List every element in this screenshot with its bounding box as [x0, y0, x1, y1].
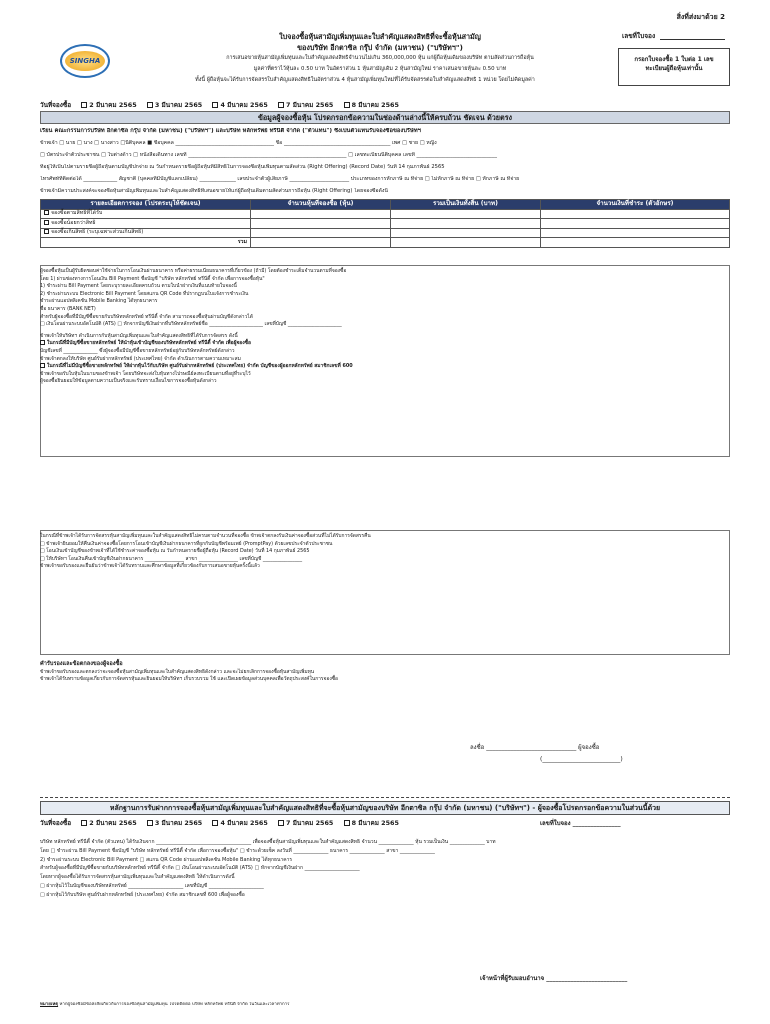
slip-line-7[interactable]: □ ฝากหุ้นไว้กับบริษัท ศูนย์รับฝากหลักทรัพย์ (ประเทศไทย) จำกัด สมาชิกเลขที่ 600 เพื่อผู้จองซื้อ [40, 891, 245, 898]
declaration-2[interactable]: □ ข้าพเจ้ายินยอมให้คืนเงินค่าจองซื้อโดยการโอนเข้าบัญชีเงินฝากธนาคารที่ผูกกับบัญชีพร้อมเพย์ (PromptPay) ด้วยเลขประจำตัวประชาชน [40, 540, 333, 547]
table-row[interactable] [41, 209, 730, 219]
payment-ats-line[interactable]: □ เงินโอนผ่านระบบอัตโนมัติ (ATS) □ หักจากบัญชีเงินฝากที่บริษัทหลักทรัพย์ชื่อ ______________________ เลขที่บัญชี ______________________ [40, 321, 342, 328]
slip-date-checkbox-3[interactable] [212, 820, 218, 826]
signer-role: ผู้จองซื้อ [578, 744, 600, 751]
footnote-label: หมายเหตุ [40, 1002, 59, 1007]
logo-text: SINGHA [69, 56, 101, 65]
row-checkbox[interactable] [44, 210, 49, 215]
signature-field[interactable]: ______________________________ [486, 744, 577, 751]
date-option-1: 2 มีนาคม 2565 [89, 101, 137, 109]
amount-text-cell[interactable] [541, 209, 730, 219]
shares-cell[interactable] [251, 209, 391, 219]
payment-cheque-line: สำหรับผู้จองซื้อที่มีบัญชีซื้อขายกับบริษัทหลักทรัพย์ ทรีนีตี้ จำกัด สามารถจองซื้อหุ้นผ่านบัญชีดังกล่าวได้ [40, 313, 253, 320]
payment-bank-box: ชื่อ ธนาคาร (BANK NET) [40, 305, 96, 312]
info-box [618, 48, 730, 86]
slip-serial[interactable]: เลขที่ใบจอง ________________ [540, 820, 621, 827]
slip-date-checkbox-5[interactable] [344, 820, 350, 826]
row-checkbox[interactable] [44, 220, 49, 225]
row-label: จองซื้อเกินสิทธิ (ระบุเฉพาะส่วนเกินสิทธิ) [51, 229, 144, 236]
id-line[interactable]: □ บัตรประจำตัวประชาชน □ ใบต่างด้าว □ หนังสือเดินทาง เลขที่ _____________________________________________________________ □ เลขทะเบียนนิติบุคคล เลขที่ _______________________________ [40, 152, 497, 158]
subscription-table [40, 199, 730, 248]
delivery-option-2c: ผู้จองซื้อยินยอมให้ข้อมูลตามความเป็นจริงและรับทราบเงื่อนไขการจองซื้อหุ้นดังกล่าว [40, 378, 217, 385]
date-checkbox-3[interactable] [212, 102, 218, 108]
payment-method-1: 1) ชำระผ่าน Bill Payment โดยระบุรายละเอียดครบถ้วน ตามใบนำฝากเงินที่แนบท้ายใบจองนี้ [40, 283, 237, 290]
table-header-row [41, 200, 730, 210]
date-option-2: 3 มีนาคม 2565 [154, 101, 203, 109]
row-label: จองซื้อน้อยกว่าสิทธิ [51, 219, 96, 226]
slip-line-4[interactable]: สำหรับผู้จองซื้อที่มีบัญชีซื้อขายกับบริษัทหลักทรัพย์ ทรีนีตี้ จำกัด □ เงินโอนผ่านระบบอัตโนมัติ (ATS) □ หักจากบัญชีเงินฝาก ______________________ [40, 865, 360, 872]
slip-date-5: 8 มีนาคม 2565 [351, 819, 399, 827]
disclosure-title: คำรับรองและข้อตกลงของผู้จองซื้อ [40, 661, 123, 667]
amount-cell[interactable] [391, 209, 541, 219]
slip-line-3[interactable]: 2) ชำระผ่านระบบ Electronic Bill Payment □ สแกน QR Code ผ่านแอปพลิเคชัน Mobile Banking ได้ทุกธนาคาร [40, 856, 293, 863]
amount-text-cell[interactable] [541, 219, 730, 229]
record-date-line: ที่อยู่ให้เป็นไปตามรายชื่อผู้ถือหุ้นตามบัญชีปกจ่าย ณ วันกำหนดรายชื่อผู้ถือหุ้นที่มีสิทธิในการจองซื้อหุ้นเพิ่มทุนตามสัดส่วน (Right Offering) (Record Date) วันที่ 14 กุมภาพันธ์ 2565 [40, 164, 445, 170]
amount-text-cell[interactable] [541, 228, 730, 238]
slip-date-1: 2 มีนาคม 2565 [89, 819, 137, 827]
disclosure-item-2: ข้าพเจ้าได้รับทราบข้อมูลเกี่ยวกับการจัดสรรหุ้นและยินยอมให้บริษัทฯ เก็บรวบรวม ใช้ และเปิดเผยข้อมูลส่วนบุคคลเพื่อวัตถุประสงค์ในการจองซื้อ [40, 676, 338, 683]
form-subtitle: ของบริษัท อีกตาซิล กรุ๊ป จำกัด (มหาชน) ("บริษัทฯ") [297, 43, 463, 52]
company-logo [60, 44, 110, 78]
info-box-line2: ทะเบียนผู้ถือหุ้นเท่านั้น [645, 65, 703, 72]
contact-line[interactable]: โทรศัพท์ที่ติดต่อได้ _____________ สัญชาติ (บุคคลที่มีบัญชีแลกเปลี่ยน) ______________ เลขประจำตัวผู้เสียภาษี _______________________ ประเภทของการหักภาษี ณ ที่จ่าย □ ไม่หักภาษี ณ ที่จ่าย □ หักภาษี ณ ที่จ่าย [40, 176, 520, 182]
signature-label: ลงชื่อ [470, 744, 485, 751]
date-checkbox-4[interactable] [278, 102, 284, 108]
declarations-section [40, 533, 730, 571]
amount-cell[interactable] [391, 219, 541, 229]
offer-desc-3: ทั้งนี้ ผู้ถือหุ้นจะได้รับการจัดสรรใบสำคัญแสดงสิทธิในอัตราส่วน 4 หุ้นสามัญเพิ่มทุนใหม่ที่ได้รับจัดสรรต่อใบสำคัญแสดงสิทธิ 1 หน่วย โดยไม่คิดมูลค่า [195, 77, 535, 83]
table-total-row [41, 238, 730, 248]
declaration-1: ในกรณีที่ข้าพเจ้าได้รับการจัดสรรหุ้นสามัญเพิ่มทุนและใบสำคัญแสดงสิทธิไม่ครบตามจำนวนที่จองซื้อ ข้าพเจ้าตกลงรับเงินค่าจองซื้อส่วนที่ไม่ได้รับการจัดสรรคืน [40, 533, 371, 539]
delivery-option-1c: ข้าพเจ้าตกลงให้บริษัท ศูนย์รับฝากหลักทรัพย์ (ประเทศไทย) จำกัด ดำเนินการตามความเหมาะสม [40, 355, 241, 362]
serial-label: เลขที่ใบจอง [622, 32, 656, 40]
slip-heading: หลักฐานการรับฝากการจองซื้อหุ้นสามัญเพิ่มทุนและใบสำคัญแสดงสิทธิที่จะซื้อหุ้นสามัญของบริษัท อีกตาซิล กรุ๊ป จำกัด (มหาชน) ("บริษัทฯ") - ผู้จองซื้อโปรดกรอกข้อความในส่วนนี้ด้วย [40, 801, 730, 815]
total-label: รวม [41, 238, 251, 248]
slip-date-checkbox-1[interactable] [81, 820, 87, 826]
disclosure-section [40, 660, 730, 684]
table-row[interactable] [41, 228, 730, 238]
addressee-line: เรียน คณะกรรมการบริษัท อีกตาซิล กรุ๊ป จำกัด (มหาชน) ("บริษัทฯ") และบริษัท หลักทรัพย์ ทรีนีตี้ จำกัด ("ตัวแทน") ซึ่งเป็นตัวแทนรับจองซื้อของบริษัทฯ [40, 128, 421, 134]
slip-date-4: 7 มีนาคม 2565 [286, 819, 334, 827]
slip-line-1[interactable]: บริษัท หลักทรัพย์ ทรีนีตี้ จำกัด (ตัวแทน) ได้รับเงินจาก ______________________________________ เพื่อจองซื้อหุ้นสามัญเพิ่มทุนและใบสำคัญแสดงสิทธิ จำนวน ______________ หุ้น รวมเป็นเงิน ______________ บาท [40, 839, 496, 845]
subscription-dates [40, 101, 399, 109]
declaration-5: ข้าพเจ้าขอรับรองและยืนยันว่าข้าพเจ้าได้รับทราบและศึกษาข้อมูลที่เกี่ยวข้องกับการเสนอขายหุ้นครั้งนี้แล้ว [40, 563, 260, 570]
col-amount-text: จำนวนเงินที่ชำระ (ตัวอักษร) [541, 200, 730, 210]
delivery-option-1: ในกรณีที่มีบัญชีซื้อขายหลักทรัพย์ ให้นำหุ้นเข้าบัญชีของบริษัทหลักทรัพย์ ทรีนีตี้ จำกัด เพื่อผู้จองซื้อ [47, 340, 251, 347]
slip-dates-label: วันที่จองซื้อ [40, 819, 72, 827]
delivery-option-1b[interactable]: บัญชีเลขที่ ______________ ซึ่งผู้จองซื้อมีบัญชีซื้อขายหลักทรัพย์อยู่กับบริษัทหลักทรัพย์ดังกล่าว [40, 347, 235, 354]
delivery-option-2b: ข้าพเจ้าขอรับใบหุ้นในนามของข้าพเจ้า โดยบริษัทจะส่งใบหุ้นทางไปรษณีย์ลงทะเบียนตามที่อยู่ที่ระบุไว้ [40, 370, 251, 377]
amount-cell[interactable] [391, 228, 541, 238]
payment-method-3: ชำระผ่านแอปพลิเคชัน Mobile Banking ได้ทุกธนาคาร [40, 298, 158, 305]
slip-date-2: 3 มีนาคม 2565 [154, 819, 203, 827]
delivery-checkbox-2[interactable] [40, 363, 45, 368]
payment-bank-line: โดย 1) ผ่านช่องทางการโอนเงิน Bill Payment ชื่อบัญชี "บริษัท หลักทรัพย์ ทรีนีตี้ จำกัด เพื่อการจองซื้อหุ้น" [40, 275, 265, 282]
enclosure-label: สิ่งที่ส่งมาด้วย 2 [676, 13, 725, 21]
slip-date-checkbox-2[interactable] [147, 820, 153, 826]
declaration-4[interactable]: □ ให้บริษัทฯ โอนเงินคืนเข้าบัญชีเงินฝากธนาคาร ________________ สาขา ________________ เลขที่บัญชี ________________ [40, 555, 303, 562]
table-row[interactable] [41, 219, 730, 229]
receiver-block [480, 975, 627, 983]
slip-line-5: โดยหากผู้จองซื้อได้รับการจัดสรรหุ้นสามัญเพิ่มทุนและใบสำคัญแสดงสิทธิ ให้ดำเนินการดังนี้ [40, 874, 235, 880]
date-option-4: 7 มีนาคม 2565 [286, 101, 334, 109]
total-amount[interactable] [391, 238, 541, 248]
shares-cell[interactable] [251, 228, 391, 238]
col-shares: จำนวนหุ้นที่จองซื้อ (หุ้น) [251, 200, 391, 210]
disclosure-item-1: ข้าพเจ้าขอรับรองและตกลงว่าจะจองซื้อหุ้นสามัญเพิ่มทุนและใบสำคัญแสดงสิทธิดังกล่าว และจะไม่ยกเลิกการจองซื้อหุ้นสามัญเพิ่มทุน [40, 668, 315, 675]
total-amount-text[interactable] [541, 238, 730, 248]
slip-dates [40, 819, 399, 827]
slip-line-6[interactable]: □ ฝากหุ้นไว้ในบัญชีของบริษัทหลักทรัพย์ ______________________ เลขที่บัญชี ______________________ [40, 882, 264, 889]
name-line[interactable]: ข้าพเจ้า □ นาย □ นาง □ นางสาว □นิติบุคคล ■ ชื่อบุคคล ______________________________________ ชื่อ _________________________________________ เพศ □ ชาย □ หญิง [40, 140, 437, 146]
delivery-checkbox-1[interactable] [40, 340, 45, 345]
receiver-signature-field[interactable]: ___________________________ [546, 975, 628, 982]
offer-desc-2: มูลค่าที่ตราไว้หุ้นละ 0.50 บาท ในอัตราส่วน 1 หุ้นสามัญเดิม 2 หุ้นสามัญใหม่ ราคาเสนอขายหุ้นละ 0.50 บาท [253, 66, 507, 72]
subscription-intent-line: ข้าพเจ้ามีความประสงค์จะจองซื้อหุ้นสามัญเพิ่มทุนและใบสำคัญแสดงสิทธิที่เสนอขายให้แก่ผู้ถือหุ้นเดิมตามสัดส่วนการถือหุ้น (Right Offering) โดยจองซื้อดังนี้ [40, 188, 388, 194]
date-option-5: 8 มีนาคม 2565 [351, 101, 399, 109]
payment-method-2: 2) ชำระผ่านระบบ Electronic Bill Payment โดยสแกน QR Code ที่ปรากฏบนใบแจ้งการชำระเงิน [40, 290, 249, 297]
col-details: รายละเอียดการจอง (โปรดระบุให้ชัดเจน) [41, 200, 251, 210]
subscriber-section-heading: ข้อมูลผู้จองซื้อหุ้น โปรดกรอกข้อความในช่องด้านล่างนี้ให้ครบถ้วน ชัดเจน ด้วยตรง [40, 111, 730, 124]
slip-line-2[interactable]: โดย □ ชำระผ่าน Bill Payment ชื่อบัญชี "บริษัท หลักทรัพย์ ทรีนีตี้ จำกัด เพื่อการจองซื้อหุ้น" □ ชำระด้วยเช็ค ลงวันที่ ______________ ธนาคาร ______________ สาขา ______________ [40, 847, 435, 854]
row-label: จองซื้อตามสิทธิที่ได้รับ [51, 210, 103, 217]
cut-line [40, 797, 730, 798]
serial-field[interactable] [660, 39, 725, 40]
shares-cell[interactable] [251, 219, 391, 229]
payment-section [40, 268, 730, 386]
footnote [40, 1002, 730, 1008]
slip-body [40, 838, 730, 899]
date-checkbox-2[interactable] [147, 102, 153, 108]
delivery-intro: ข้าพเจ้าให้บริษัทฯ ดำเนินการกับหุ้นสามัญเพิ่มทุนและใบสำคัญแสดงสิทธิที่ได้รับการจัดสรร ดังนี้ [40, 332, 238, 339]
signature-block [470, 744, 599, 752]
payment-intro: ผู้จองซื้อหุ้นเป็นผู้รับผิดชอบค่าใช้จ่ายในการโอนเงินผ่านธนาคาร หรือค่าธรรมเนียมธนาคารที่เกี่ยวข้อง (ถ้ามี) โดยต้องชำระเต็มจำนวนตามที่จองซื้อ [40, 268, 347, 274]
delivery-option-2: ในกรณีที่ไม่มีบัญชีซื้อขายหลักทรัพย์ ให้ฝากหุ้นไว้กับบริษัท ศูนย์รับฝากหลักทรัพย์ (ประเทศไทย) จำกัด บัญชีของผู้ออกหลักทรัพย์ สมาชิกเลขที่ 600 [47, 363, 353, 370]
offer-desc-1: การเสนอขายหุ้นสามัญเพิ่มทุนและใบสำคัญแสดงสิทธิจำนวนไม่เกิน 360,000,000 หุ้น แก่ผู้ถือหุ้นเดิมของบริษัท ตามสัดส่วนการถือหุ้น [226, 55, 534, 61]
slip-serial-label: เลขที่ใบจอง [540, 820, 571, 827]
slip-date-checkbox-4[interactable] [278, 820, 284, 826]
date-option-3: 4 มีนาคม 2565 [220, 101, 268, 109]
dates-label: วันที่จองซื้อ [40, 101, 72, 109]
footnote-text: หากผู้จองซื้อมีข้อสงสัยเกี่ยวกับการจองซื้อหุ้นสามัญเพิ่มทุน โปรดติดต่อ บริษัท หลักทรัพย์ ทรีนีตี้ จำกัด ในวันและเวลาทำการ [59, 1002, 290, 1007]
date-checkbox-5[interactable] [344, 102, 350, 108]
total-shares[interactable] [251, 238, 391, 248]
row-checkbox[interactable] [44, 229, 49, 234]
date-checkbox-1[interactable] [81, 102, 87, 108]
info-box-line1: กรอกใบจองซื้อ 1 ใบต่อ 1 เลข [634, 56, 714, 63]
receiver-label: เจ้าหน้าที่ผู้รับมอบอำนาจ [480, 975, 545, 982]
declaration-3[interactable]: □ โอนเงินเข้าบัญชีของข้าพเจ้าที่ได้ใช้ชำระค่าจองซื้อหุ้น ณ วันกำหนดรายชื่อผู้ถือหุ้น (Record Date) วันที่ 14 กุมภาพันธ์ 2565 [40, 548, 310, 555]
slip-date-3: 4 มีนาคม 2565 [220, 819, 268, 827]
form-title: ใบจองซื้อหุ้นสามัญเพิ่มทุนและใบสำคัญแสดงสิทธิที่จะซื้อหุ้นสามัญ [279, 32, 481, 41]
signer-name-field[interactable]: (__________________________) [540, 756, 623, 763]
col-amount: รวมเป็นเงินทั้งสิ้น (บาท) [391, 200, 541, 210]
